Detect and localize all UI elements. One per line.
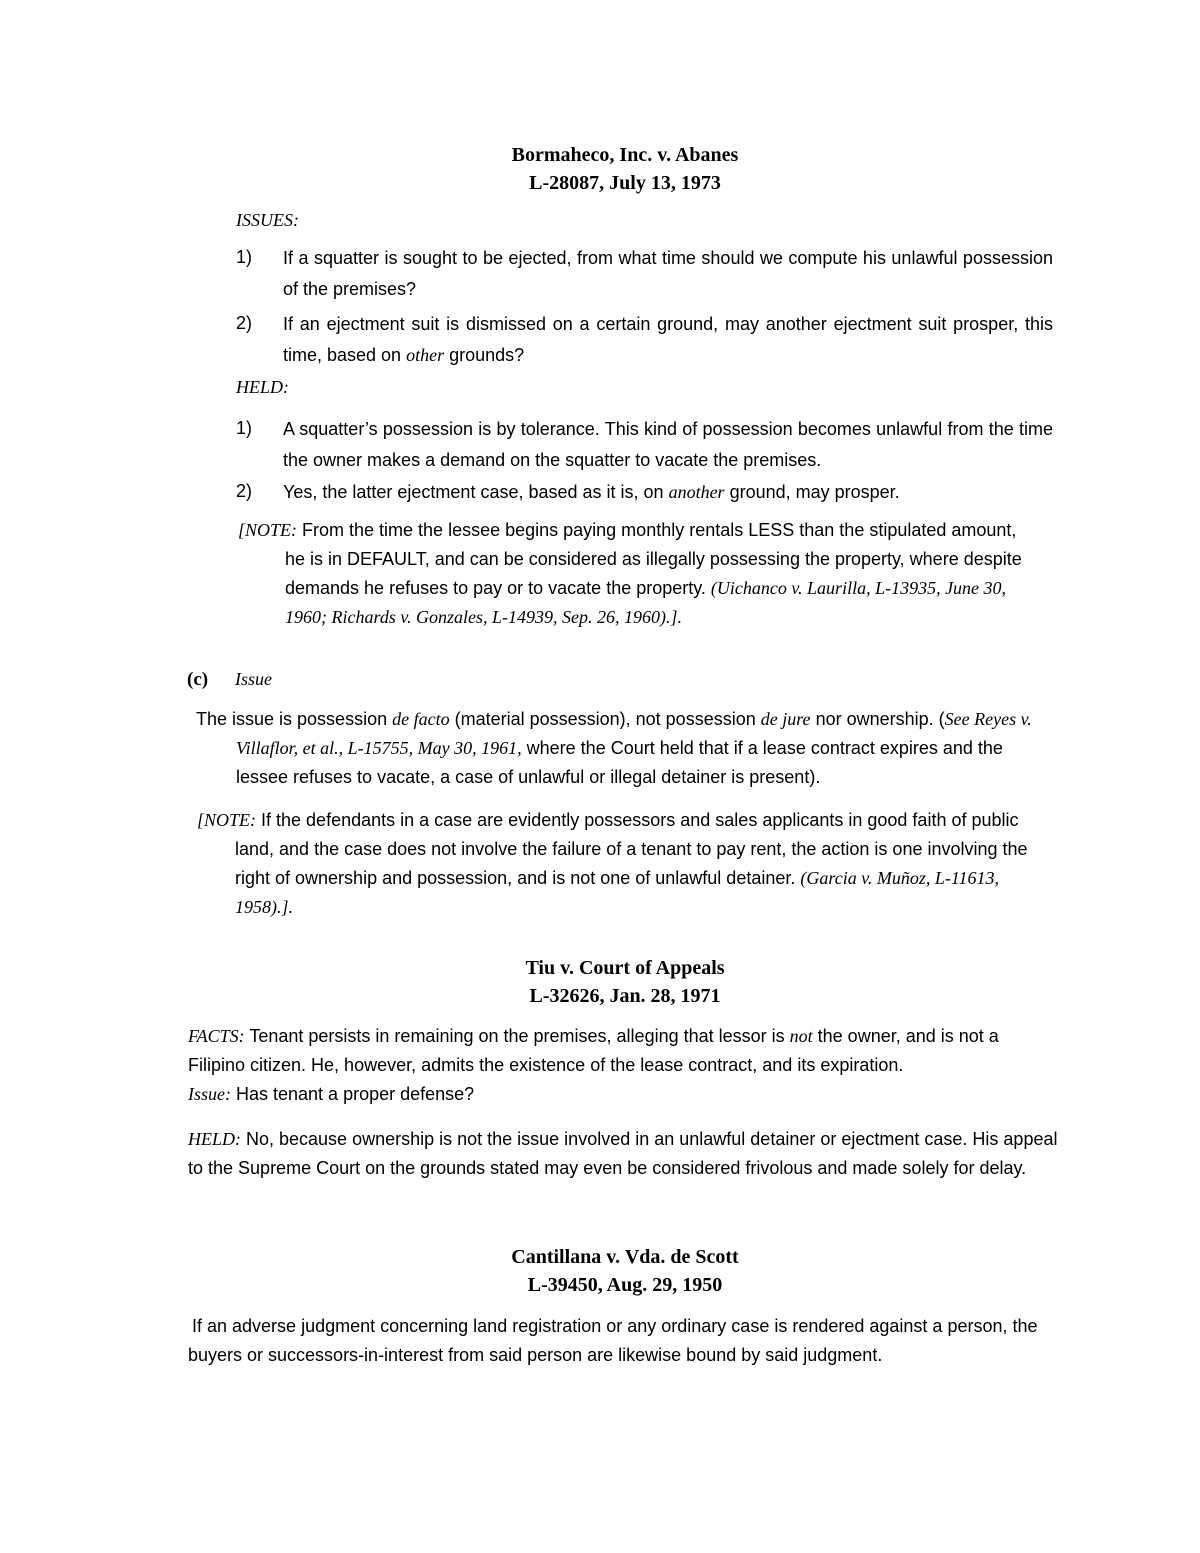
case-title: Bormaheco, Inc. v. Abanes [511,144,739,166]
para-text: (material possession), not possession [449,709,761,729]
list-number: 1) [236,418,253,438]
issue-paragraph [196,705,1056,792]
section-label: Issue [235,669,272,689]
issue-text: Has tenant a proper defense? [231,1084,475,1104]
list-number: 2) [236,481,253,501]
para-emphasis: de jure [760,709,811,729]
case-title: Tiu v. Court of Appeals [525,957,725,979]
held-text-end: ground, may prosper. [724,482,900,502]
case-citation: L-28087, July 13, 1973 [529,172,721,194]
note-text: From the time the lessee begins paying monthly rentals LESS than the stipulated amount, he is in DEFAULT, and can be considered as illegally possessing the property, where despite demands he refuses to pay or to vacate the property. [285,520,1022,598]
note-citation: (Garcia v. Muñoz, L-11613, 1958).]. [235,868,1000,917]
held-text: Yes, the latter ejectment case, based as it is, on [283,482,669,502]
issue-emphasis: other [406,345,445,365]
section-marker: (c) [187,669,209,690]
case-title: Cantillana v. Vda. de Scott [511,1246,739,1268]
facts-paragraph [188,1022,1048,1109]
issue-item [283,309,1053,371]
issue-item [283,243,1053,305]
list-number: 1) [236,247,253,267]
held-text: A squatter’s possession is by tolerance. This kind of possession becomes unlawful from the time the owner makes a demand on the squatter to vacate the premises. [283,419,1053,470]
note-citation: (Uichanco v. Laurilla, L-13935, June 30, 1960; Richards v. Gonzales, L-14939, Sep. 26, 1960).]. [285,578,1007,627]
case-citation: L-39450, Aug. 29, 1950 [527,1274,723,1296]
para-text: nor ownership. ( [810,709,945,729]
held-paragraph [188,1125,1058,1183]
note-label: [NOTE: [238,520,298,540]
held-item [283,414,1053,476]
note-text: If the defendants in a case are evidently possessors and sales applicants in good faith of public land, and the case does not involve the failure of a tenant to pay rent, the action is one involving the right of ownership and possession, and is not one of unlawful detainer. [235,810,1028,888]
held-label: HELD: [236,377,289,397]
issue-text-end: grounds? [444,345,525,365]
facts-text: the owner, and is not a Filipino citizen. He, however, admits the existence of the lease contract, and its expiration. [188,1026,999,1075]
held-label: HELD: [188,1129,241,1149]
facts-text: Tenant persists in remaining on the premises, alleging that lessor is [244,1026,790,1046]
note-label: [NOTE: [197,810,257,830]
facts-emphasis: not [789,1026,813,1046]
para-citation: See Reyes v. Villaflor, et al., L-15755, May 30, 1961, [236,709,1032,758]
para-text: where the Court held that if a lease contract expires and the lessee refuses to vacate, a case of unlawful or illegal detainer is present). [236,738,1003,787]
facts-label: FACTS: [188,1026,245,1046]
para-text: The issue is possession [196,709,393,729]
issue-text: If an ejectment suit is dismissed on a certain ground, may another ejectment suit prosper, this time, based on [283,314,1053,365]
held-text: No, because ownership is not the issue involved in an unlawful detainer or ejectment case. His appeal to the Supreme Court on the grounds stated may even be considered frivolous and made solely for delay. [188,1129,1058,1178]
list-number: 2) [236,313,253,333]
body-text: If an adverse judgment concerning land registration or any ordinary case is rendered against a person, the buyers or successors-in-interest from said person are likewise bound by said judgment. [188,1316,1038,1365]
held-item [283,477,1053,508]
held-emphasis: another [668,482,725,502]
note-paragraph [197,806,1052,922]
case-heading [0,954,1200,1010]
note-paragraph [238,516,1028,632]
issues-label: ISSUES: [236,210,299,230]
case-citation: L-32626, Jan. 28, 1971 [529,985,721,1007]
case-heading [0,1243,1200,1299]
issue-label: Issue: [188,1084,231,1104]
body-paragraph [188,1312,1063,1370]
para-emphasis: de facto [392,709,450,729]
case-heading [0,141,1200,197]
issue-text: If a squatter is sought to be ejected, from what time should we compute his unlawful possession of the premises? [283,248,1053,299]
